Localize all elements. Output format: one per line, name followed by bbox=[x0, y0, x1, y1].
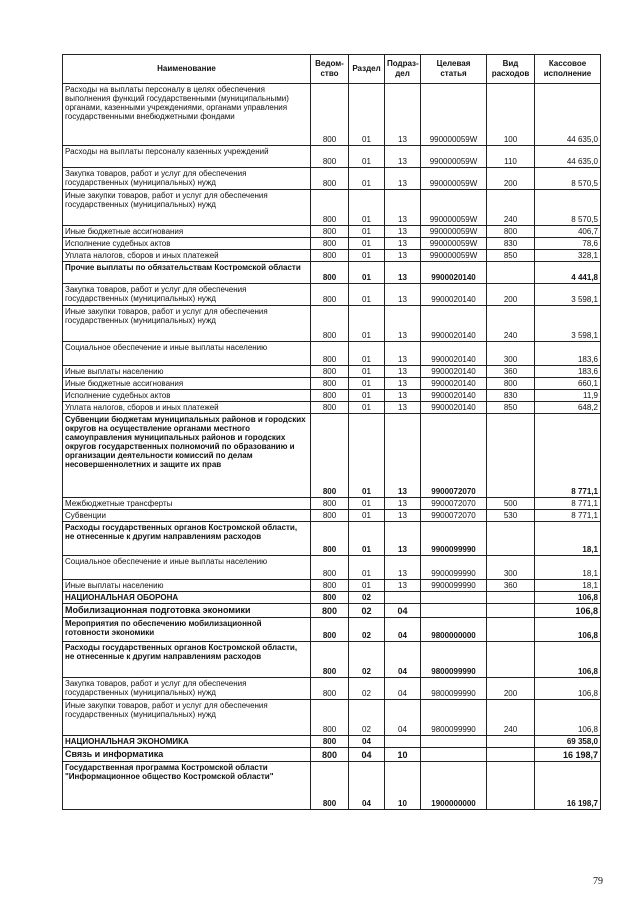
cell-section: 01 bbox=[349, 342, 385, 366]
cell-cash-execution: 69 358,0 bbox=[535, 736, 601, 748]
cell-target-article: 9900099990 bbox=[421, 522, 487, 556]
cell-department: 800 bbox=[311, 414, 349, 498]
cell-department: 800 bbox=[311, 522, 349, 556]
cell-subsection: 13 bbox=[385, 390, 421, 402]
table-header-row bbox=[63, 55, 601, 84]
cell-cash-execution: 18,1 bbox=[535, 556, 601, 580]
cell-subsection: 04 bbox=[385, 642, 421, 678]
cell-expense-type: 110 bbox=[487, 146, 535, 168]
cell-department: 800 bbox=[311, 642, 349, 678]
cell-cash-execution: 3 598,1 bbox=[535, 284, 601, 306]
cell-name: Исполнение судебных актов bbox=[63, 390, 311, 402]
cell-cash-execution: 328,1 bbox=[535, 250, 601, 262]
cell-name: Исполнение судебных актов bbox=[63, 238, 311, 250]
cell-name: Социальное обеспечение и иные выплаты населению bbox=[63, 556, 311, 580]
table-row bbox=[63, 604, 601, 618]
cell-subsection: 04 bbox=[385, 678, 421, 700]
cell-department: 800 bbox=[311, 226, 349, 238]
cell-cash-execution: 106,8 bbox=[535, 592, 601, 604]
cell-section: 01 bbox=[349, 306, 385, 342]
cell-cash-execution: 44 635,0 bbox=[535, 146, 601, 168]
cell-expense-type: 300 bbox=[487, 556, 535, 580]
cell-cash-execution: 4 441,8 bbox=[535, 262, 601, 284]
cell-target-article: 9900020140 bbox=[421, 402, 487, 414]
cell-section: 02 bbox=[349, 678, 385, 700]
cell-cash-execution: 183,6 bbox=[535, 366, 601, 378]
cell-name: Закупка товаров, работ и услуг для обеспечения государственных (муниципальных) нужд bbox=[63, 678, 311, 700]
table-row bbox=[63, 284, 601, 306]
cell-department: 800 bbox=[311, 378, 349, 390]
cell-cash-execution: 106,8 bbox=[535, 678, 601, 700]
cell-department: 800 bbox=[311, 168, 349, 190]
cell-target-article: 990000059W bbox=[421, 146, 487, 168]
cell-expense-type: 850 bbox=[487, 402, 535, 414]
table-row bbox=[63, 378, 601, 390]
cell-cash-execution: 8 771,1 bbox=[535, 414, 601, 498]
cell-name: Субвенции бюджетам муниципальных районов и городских округов на осуществление органами местного самоуправления муниципальных районов и городских округов государственных полномочий по образованию и организации деятельности комиссий по делам несовершеннолетних и защите их прав bbox=[63, 414, 311, 498]
cell-expense-type bbox=[487, 736, 535, 748]
cell-cash-execution: 78,6 bbox=[535, 238, 601, 250]
cell-subsection: 13 bbox=[385, 414, 421, 498]
cell-name: Расходы на выплаты персоналу в целях обеспечения выполнения функций государственными (муниципальными) органами, казенными учреждениями, органами управления государственными внебюджетными фондами bbox=[63, 84, 311, 146]
cell-cash-execution: 44 635,0 bbox=[535, 84, 601, 146]
cell-name: Иные выплаты населению bbox=[63, 366, 311, 378]
cell-expense-type: 240 bbox=[487, 700, 535, 736]
header-department: Ведом-ство bbox=[311, 55, 349, 84]
cell-expense-type: 360 bbox=[487, 580, 535, 592]
cell-expense-type: 500 bbox=[487, 498, 535, 510]
cell-section: 04 bbox=[349, 762, 385, 810]
cell-name: Социальное обеспечение и иные выплаты населению bbox=[63, 342, 311, 366]
cell-cash-execution: 16 198,7 bbox=[535, 748, 601, 762]
cell-section: 01 bbox=[349, 378, 385, 390]
cell-name: Уплата налогов, сборов и иных платежей bbox=[63, 250, 311, 262]
cell-section: 01 bbox=[349, 262, 385, 284]
table-body bbox=[63, 84, 601, 810]
cell-expense-type bbox=[487, 618, 535, 642]
cell-name: Иные закупки товаров, работ и услуг для обеспечения государственных (муниципальных) нужд bbox=[63, 306, 311, 342]
cell-name: Уплата налогов, сборов и иных платежей bbox=[63, 402, 311, 414]
cell-subsection: 13 bbox=[385, 342, 421, 366]
cell-expense-type: 830 bbox=[487, 238, 535, 250]
cell-subsection: 04 bbox=[385, 618, 421, 642]
cell-name: НАЦИОНАЛЬНАЯ ОБОРОНА bbox=[63, 592, 311, 604]
table-row bbox=[63, 306, 601, 342]
cell-subsection: 13 bbox=[385, 284, 421, 306]
cell-name: Мобилизационная подготовка экономики bbox=[63, 604, 311, 618]
cell-target-article: 9800099990 bbox=[421, 700, 487, 736]
table-row bbox=[63, 402, 601, 414]
cell-name: Прочие выплаты по обязательствам Костромской области bbox=[63, 262, 311, 284]
cell-department: 800 bbox=[311, 306, 349, 342]
cell-expense-type: 200 bbox=[487, 168, 535, 190]
cell-expense-type: 360 bbox=[487, 366, 535, 378]
cell-department: 800 bbox=[311, 748, 349, 762]
cell-target-article: 9800000000 bbox=[421, 618, 487, 642]
cell-name: Иные бюджетные ассигнования bbox=[63, 226, 311, 238]
page-number: 79 bbox=[593, 876, 603, 887]
cell-department: 800 bbox=[311, 762, 349, 810]
table-row bbox=[63, 748, 601, 762]
cell-department: 800 bbox=[311, 146, 349, 168]
cell-department: 800 bbox=[311, 700, 349, 736]
table-row bbox=[63, 390, 601, 402]
cell-section: 01 bbox=[349, 402, 385, 414]
cell-section: 01 bbox=[349, 168, 385, 190]
cell-name: Связь и информатика bbox=[63, 748, 311, 762]
cell-cash-execution: 8 570,5 bbox=[535, 168, 601, 190]
header-expense-type: Вид расходов bbox=[487, 55, 535, 84]
table-row bbox=[63, 226, 601, 238]
cell-subsection: 10 bbox=[385, 748, 421, 762]
table-row bbox=[63, 250, 601, 262]
table-row bbox=[63, 700, 601, 736]
cell-expense-type: 240 bbox=[487, 190, 535, 226]
table-row bbox=[63, 618, 601, 642]
cell-expense-type bbox=[487, 592, 535, 604]
cell-cash-execution: 106,8 bbox=[535, 604, 601, 618]
cell-name: Закупка товаров, работ и услуг для обеспечения государственных (муниципальных) нужд bbox=[63, 168, 311, 190]
cell-target-article: 990000059W bbox=[421, 168, 487, 190]
cell-target-article: 9900020140 bbox=[421, 390, 487, 402]
cell-expense-type: 800 bbox=[487, 226, 535, 238]
cell-subsection: 04 bbox=[385, 700, 421, 736]
cell-section: 02 bbox=[349, 618, 385, 642]
cell-section: 02 bbox=[349, 642, 385, 678]
cell-subsection: 13 bbox=[385, 498, 421, 510]
cell-department: 800 bbox=[311, 190, 349, 226]
cell-target-article: 9800099990 bbox=[421, 642, 487, 678]
cell-name: НАЦИОНАЛЬНАЯ ЭКОНОМИКА bbox=[63, 736, 311, 748]
cell-target-article: 9900099990 bbox=[421, 580, 487, 592]
cell-department: 800 bbox=[311, 498, 349, 510]
cell-target-article: 9900072070 bbox=[421, 498, 487, 510]
cell-section: 01 bbox=[349, 250, 385, 262]
cell-section: 01 bbox=[349, 390, 385, 402]
cell-target-article: 9800099990 bbox=[421, 678, 487, 700]
cell-section: 02 bbox=[349, 604, 385, 618]
header-name: Наименование bbox=[63, 55, 311, 84]
header-subsection: Подраз-дел bbox=[385, 55, 421, 84]
cell-section: 01 bbox=[349, 556, 385, 580]
cell-name: Иные закупки товаров, работ и услуг для обеспечения государственных (муниципальных) нужд bbox=[63, 700, 311, 736]
cell-subsection: 04 bbox=[385, 604, 421, 618]
cell-name: Мероприятия по обеспечению мобилизационной готовности экономики bbox=[63, 618, 311, 642]
cell-section: 01 bbox=[349, 366, 385, 378]
cell-target-article: 9900020140 bbox=[421, 342, 487, 366]
table-row bbox=[63, 342, 601, 366]
cell-subsection: 13 bbox=[385, 190, 421, 226]
cell-department: 800 bbox=[311, 250, 349, 262]
cell-target-article: 9900020140 bbox=[421, 262, 487, 284]
cell-section: 04 bbox=[349, 748, 385, 762]
cell-department: 800 bbox=[311, 604, 349, 618]
cell-subsection: 13 bbox=[385, 262, 421, 284]
cell-cash-execution: 106,8 bbox=[535, 700, 601, 736]
cell-target-article: 990000059W bbox=[421, 250, 487, 262]
cell-subsection: 13 bbox=[385, 510, 421, 522]
cell-section: 01 bbox=[349, 226, 385, 238]
table-row bbox=[63, 580, 601, 592]
cell-subsection: 13 bbox=[385, 366, 421, 378]
cell-section: 01 bbox=[349, 146, 385, 168]
cell-cash-execution: 648,2 bbox=[535, 402, 601, 414]
cell-target-article: 990000059W bbox=[421, 226, 487, 238]
cell-target-article: 9900020140 bbox=[421, 378, 487, 390]
cell-name: Субвенции bbox=[63, 510, 311, 522]
table-row bbox=[63, 84, 601, 146]
cell-name: Межбюджетные трансферты bbox=[63, 498, 311, 510]
cell-cash-execution: 106,8 bbox=[535, 618, 601, 642]
cell-subsection bbox=[385, 592, 421, 604]
header-target-article: Целевая статья bbox=[421, 55, 487, 84]
cell-department: 800 bbox=[311, 84, 349, 146]
cell-department: 800 bbox=[311, 580, 349, 592]
cell-department: 800 bbox=[311, 262, 349, 284]
cell-target-article: 990000059W bbox=[421, 238, 487, 250]
cell-department: 800 bbox=[311, 366, 349, 378]
cell-cash-execution: 406,7 bbox=[535, 226, 601, 238]
cell-section: 02 bbox=[349, 592, 385, 604]
cell-name: Расходы государственных органов Костромской области, не отнесенные к другим направлениям расходов bbox=[63, 642, 311, 678]
cell-section: 01 bbox=[349, 238, 385, 250]
cell-expense-type: 200 bbox=[487, 678, 535, 700]
cell-department: 800 bbox=[311, 678, 349, 700]
cell-subsection: 13 bbox=[385, 226, 421, 238]
cell-expense-type: 850 bbox=[487, 250, 535, 262]
table-row bbox=[63, 414, 601, 498]
cell-subsection: 13 bbox=[385, 556, 421, 580]
cell-cash-execution: 11,9 bbox=[535, 390, 601, 402]
cell-target-article: 9900020140 bbox=[421, 306, 487, 342]
cell-name: Иные бюджетные ассигнования bbox=[63, 378, 311, 390]
cell-subsection: 10 bbox=[385, 762, 421, 810]
table-row bbox=[63, 190, 601, 226]
cell-target-article: 9900099990 bbox=[421, 556, 487, 580]
budget-execution-table bbox=[62, 54, 601, 810]
cell-cash-execution: 106,8 bbox=[535, 642, 601, 678]
cell-department: 800 bbox=[311, 342, 349, 366]
cell-department: 800 bbox=[311, 238, 349, 250]
table-row bbox=[63, 736, 601, 748]
cell-name: Иные закупки товаров, работ и услуг для обеспечения государственных (муниципальных) нужд bbox=[63, 190, 311, 226]
cell-expense-type: 200 bbox=[487, 284, 535, 306]
cell-name: Иные выплаты населению bbox=[63, 580, 311, 592]
cell-expense-type: 830 bbox=[487, 390, 535, 402]
cell-subsection: 13 bbox=[385, 250, 421, 262]
cell-cash-execution: 18,1 bbox=[535, 580, 601, 592]
cell-cash-execution: 8 570,5 bbox=[535, 190, 601, 226]
cell-subsection: 13 bbox=[385, 238, 421, 250]
cell-target-article: 1900000000 bbox=[421, 762, 487, 810]
cell-cash-execution: 183,6 bbox=[535, 342, 601, 366]
cell-subsection: 13 bbox=[385, 146, 421, 168]
cell-target-article: 9900020140 bbox=[421, 366, 487, 378]
cell-subsection: 13 bbox=[385, 168, 421, 190]
cell-target-article: 9900020140 bbox=[421, 284, 487, 306]
cell-target-article: 9900072070 bbox=[421, 414, 487, 498]
cell-cash-execution: 660,1 bbox=[535, 378, 601, 390]
cell-section: 01 bbox=[349, 84, 385, 146]
cell-expense-type bbox=[487, 414, 535, 498]
cell-section: 01 bbox=[349, 498, 385, 510]
table-row bbox=[63, 642, 601, 678]
cell-section: 04 bbox=[349, 736, 385, 748]
cell-expense-type: 240 bbox=[487, 306, 535, 342]
cell-name: Государственная программа Костромской области "Информационное общество Костромской области" bbox=[63, 762, 311, 810]
cell-department: 800 bbox=[311, 510, 349, 522]
cell-expense-type bbox=[487, 748, 535, 762]
cell-expense-type: 800 bbox=[487, 378, 535, 390]
table-row bbox=[63, 592, 601, 604]
cell-subsection: 13 bbox=[385, 580, 421, 592]
cell-section: 01 bbox=[349, 522, 385, 556]
table-row bbox=[63, 168, 601, 190]
cell-name: Закупка товаров, работ и услуг для обеспечения государственных (муниципальных) нужд bbox=[63, 284, 311, 306]
header-cash-execution: Кассовое исполнение bbox=[535, 55, 601, 84]
cell-expense-type bbox=[487, 604, 535, 618]
table-row bbox=[63, 146, 601, 168]
cell-department: 800 bbox=[311, 284, 349, 306]
cell-expense-type bbox=[487, 762, 535, 810]
cell-target-article: 990000059W bbox=[421, 84, 487, 146]
cell-department: 800 bbox=[311, 618, 349, 642]
table-row bbox=[63, 510, 601, 522]
cell-department: 800 bbox=[311, 736, 349, 748]
cell-expense-type bbox=[487, 642, 535, 678]
cell-subsection: 13 bbox=[385, 402, 421, 414]
cell-subsection: 13 bbox=[385, 306, 421, 342]
cell-subsection: 13 bbox=[385, 84, 421, 146]
table-row bbox=[63, 522, 601, 556]
cell-subsection: 13 bbox=[385, 522, 421, 556]
cell-cash-execution: 8 771,1 bbox=[535, 510, 601, 522]
cell-name: Расходы государственных органов Костромской области, не отнесенные к другим направлениям расходов bbox=[63, 522, 311, 556]
table-row bbox=[63, 366, 601, 378]
table-row bbox=[63, 238, 601, 250]
cell-department: 800 bbox=[311, 390, 349, 402]
cell-expense-type bbox=[487, 262, 535, 284]
table-row bbox=[63, 678, 601, 700]
cell-expense-type: 300 bbox=[487, 342, 535, 366]
cell-name: Расходы на выплаты персоналу казенных учреждений bbox=[63, 146, 311, 168]
header-section: Раздел bbox=[349, 55, 385, 84]
table-row bbox=[63, 498, 601, 510]
table-row bbox=[63, 262, 601, 284]
cell-target-article: 990000059W bbox=[421, 190, 487, 226]
cell-target-article bbox=[421, 748, 487, 762]
cell-department: 800 bbox=[311, 402, 349, 414]
cell-target-article bbox=[421, 736, 487, 748]
cell-cash-execution: 8 771,1 bbox=[535, 498, 601, 510]
cell-section: 01 bbox=[349, 190, 385, 226]
cell-subsection bbox=[385, 736, 421, 748]
cell-department: 800 bbox=[311, 556, 349, 580]
cell-section: 01 bbox=[349, 510, 385, 522]
cell-section: 01 bbox=[349, 414, 385, 498]
table-row bbox=[63, 762, 601, 810]
cell-expense-type: 100 bbox=[487, 84, 535, 146]
cell-target-article bbox=[421, 592, 487, 604]
cell-section: 01 bbox=[349, 284, 385, 306]
cell-department: 800 bbox=[311, 592, 349, 604]
cell-target-article bbox=[421, 604, 487, 618]
cell-cash-execution: 3 598,1 bbox=[535, 306, 601, 342]
cell-section: 01 bbox=[349, 580, 385, 592]
table-row bbox=[63, 556, 601, 580]
cell-expense-type bbox=[487, 522, 535, 556]
cell-cash-execution: 18,1 bbox=[535, 522, 601, 556]
cell-expense-type: 530 bbox=[487, 510, 535, 522]
cell-section: 02 bbox=[349, 700, 385, 736]
cell-subsection: 13 bbox=[385, 378, 421, 390]
cell-target-article: 9900072070 bbox=[421, 510, 487, 522]
cell-cash-execution: 16 198,7 bbox=[535, 762, 601, 810]
